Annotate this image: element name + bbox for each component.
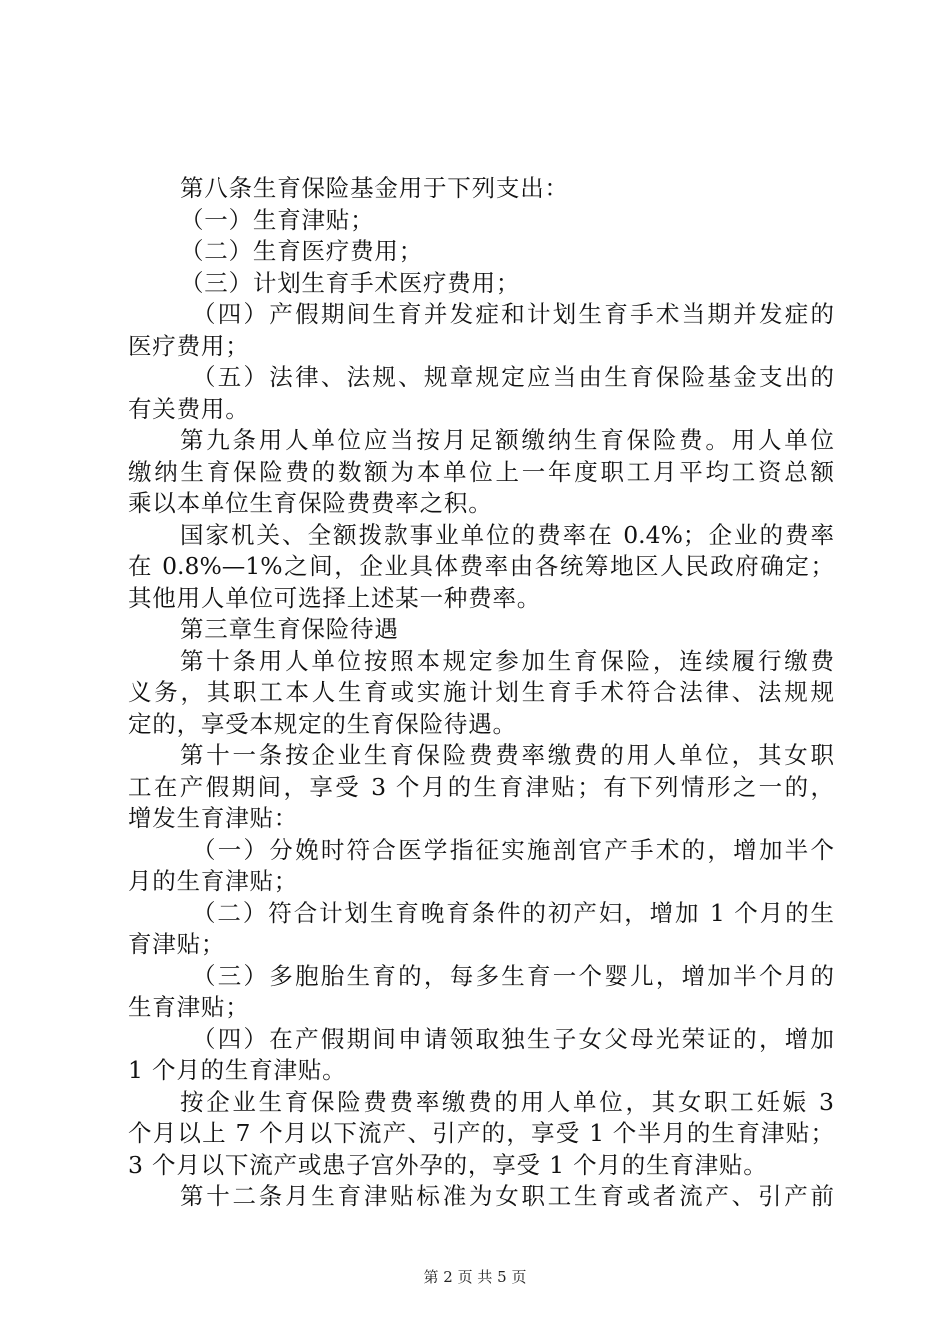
text-line: 国家机关、全额拨款事业单位的费率在 0.4%；企业的费率 <box>180 520 834 549</box>
text-line: 第八条生育保险基金用于下列支出： <box>180 174 569 202</box>
text-line: （一）生育津贴； <box>180 205 375 234</box>
text-line: 第九条用人单位应当按月足额缴纳生育保险费。用人单位 <box>180 426 834 454</box>
text-line: 乘以本单位生育保险费费率之积。 <box>128 489 493 517</box>
text-line: 第十一条按企业生育保险费费率缴费的用人单位，其女职 <box>180 741 834 769</box>
text-line: 定的，享受本规定的生育保险待遇。 <box>128 709 517 738</box>
text-line: （一）分娩时符合医学指征实施剖官产手术的，增加半个 <box>192 835 834 864</box>
text-line: （二）符合计划生育晚育条件的初产妇，增加 1 个月的生 <box>192 898 834 927</box>
text-line: 育津贴； <box>128 930 226 958</box>
text-line: 其他用人单位可选择上述某一种费率。 <box>128 583 542 612</box>
text-line: （四）产假期间生育并发症和计划生育手术当期并发症的 <box>192 300 834 328</box>
text-line: 第三章生育保险待遇 <box>180 615 399 643</box>
text-line: 月的生育津贴； <box>128 867 299 895</box>
text-line: 有关费用。 <box>128 394 250 423</box>
text-line: 缴纳生育保险费的数额为本单位上一年度职工月平均工资总额 <box>128 457 834 486</box>
text-line: 生育津贴； <box>128 993 250 1021</box>
document-body <box>128 173 834 1213</box>
text-line: 按企业生育保险费费率缴费的用人单位，其女职工妊娠 3 <box>180 1087 834 1116</box>
text-line: 增发生育津贴： <box>128 804 299 832</box>
text-line: 3 个月以下流产或患子宫外孕的，享受 1 个月的生育津贴。 <box>128 1150 768 1179</box>
text-line: 个月以上 7 个月以下流产、引产的，享受 1 个半月的生育津贴； <box>128 1119 834 1147</box>
text-line: 工在产假期间，享受 3 个月的生育津贴；有下列情形之一的， <box>128 772 834 801</box>
text-line: 在 0.8%—1%之间，企业具体费率由各统筹地区人民政府确定； <box>128 552 834 580</box>
text-line: 1 个月的生育津贴。 <box>128 1056 347 1084</box>
text-line: 义务，其职工本人生育或实施计划生育手术符合法律、法规规 <box>128 678 834 706</box>
text-line: （五）法律、法规、规章规定应当由生育保险基金支出的 <box>192 363 834 391</box>
text-line: 第十条用人单位按照本规定参加生育保险，连续履行缴费 <box>180 646 834 675</box>
text-line: （四）在产假期间申请领取独生子女父母光荣证的，增加 <box>192 1024 834 1053</box>
page-footer: 第 2 页 共 5 页 <box>423 1268 527 1286</box>
text-line: （三）多胞胎生育的，每多生育一个婴儿，增加半个月的 <box>192 961 834 990</box>
text-line: （二）生育医疗费用； <box>180 237 423 265</box>
text-line: 第十二条月生育津贴标准为女职工生育或者流产、引产前 <box>180 1182 834 1210</box>
text-line: （三）计划生育手术医疗费用； <box>180 268 521 297</box>
text-line: 医疗费用； <box>128 331 250 360</box>
